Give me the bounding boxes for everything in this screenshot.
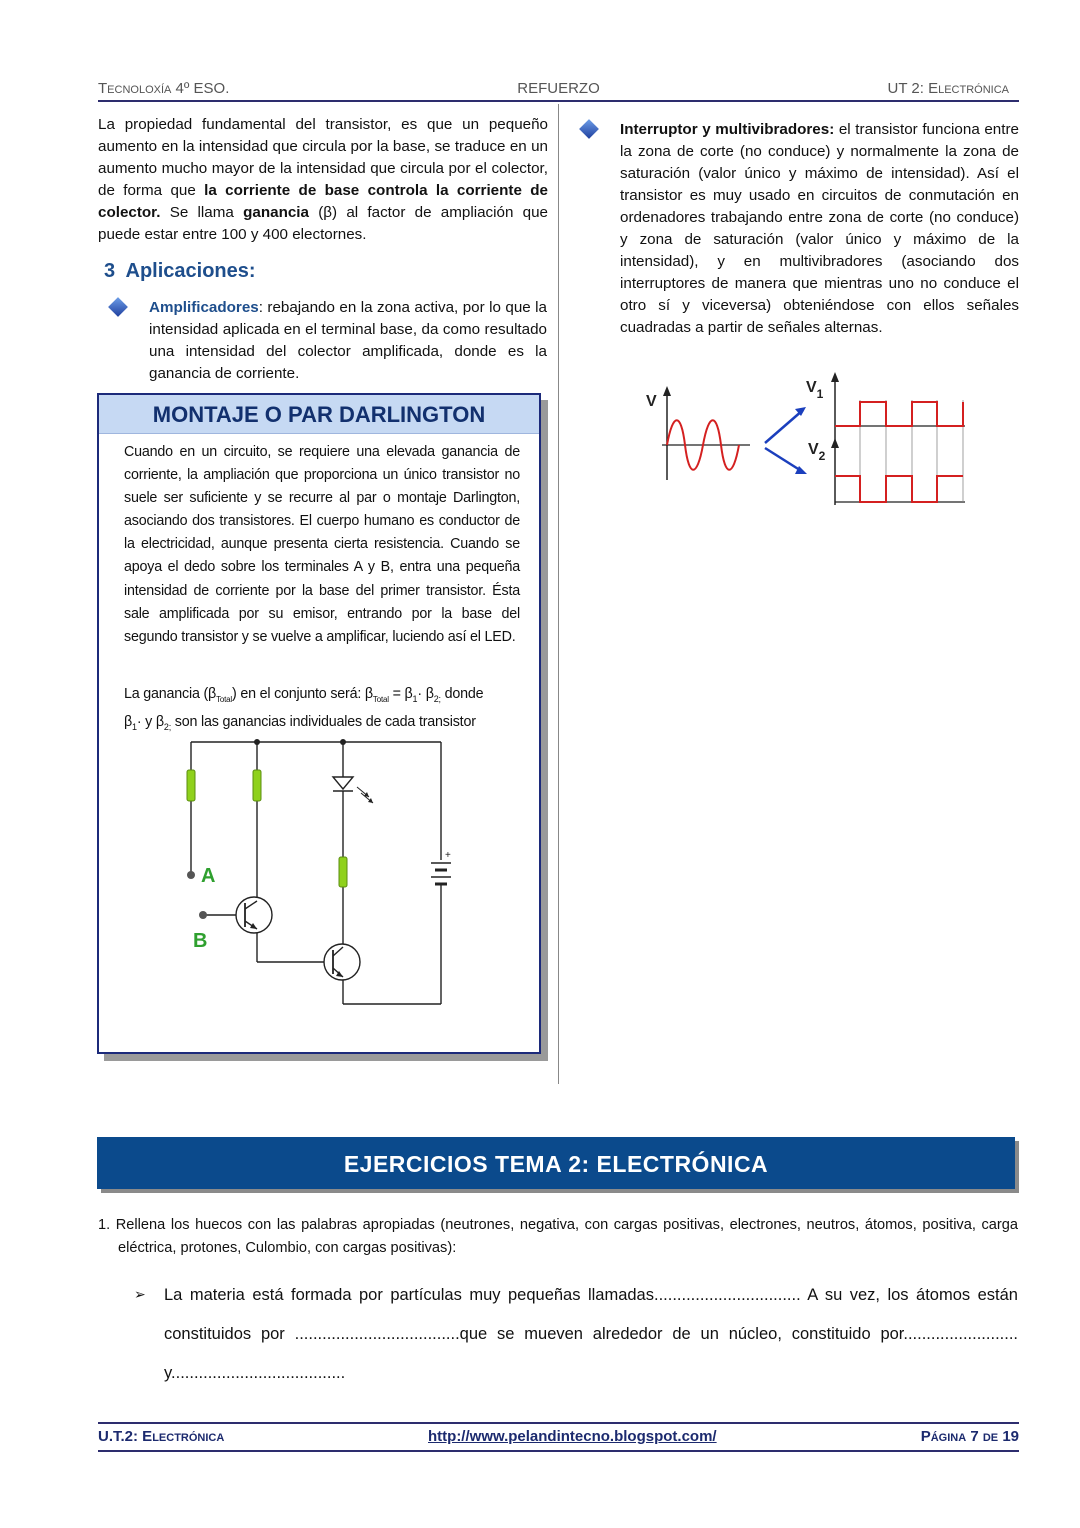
exercises-banner: EJERCICIOS TEMA 2: ELECTRÓNICA xyxy=(97,1137,1015,1189)
footer-left: U.T.2: ELECTRÓNICA xyxy=(98,1428,225,1445)
diamond-bullet-icon xyxy=(579,119,599,139)
terminal-b-label: B xyxy=(193,930,208,952)
terminal-a-label: A xyxy=(201,865,216,887)
header-left: TECNOLOXÍA 4º ESO. xyxy=(98,80,230,97)
question-1-sentence: La materia está formada por partículas muy pequeñas llamadas................................ A su vez, los átomos están constituidos por ....................................que se mueven alrededor de un núcleo, constituido por......................... y...................................... xyxy=(164,1286,1018,1382)
intro-paragraph: La propiedad fundamental del transistor, es que un pequeño aumento en la intensidad que circula por la base, se traduce en un aumento mucho mayor de la intensidad que circula por el colector, de forma que la corriente de base controla la corriente de colector. Se llama ganancia (β) al factor de ampliación que puede estar entre 100 y 400 electornes. xyxy=(98,116,549,243)
darlington-body: Cuando en un circuito, se requiere una elevada ganancia de corriente, la ampliación que proporciona un único transistor no suele ser suficiente y se recurre al par o montaje Darlington, asociando dos transistores. El cuerpo humano es conductor de la electricidad, aunque presenta cierta resistencia. Cuando se apoya el dedo sobre los terminales A y B, entra una pequeña intensidad de corriente por la base del primer transistor. Ésta sale amplificada por su emisor, entrando por la base del segundo transistor y se vuelve a amplificar, luciendo así el LED. xyxy=(124,444,520,645)
diamond-bullet-icon xyxy=(108,297,128,317)
section-heading: 3 Aplicaciones: xyxy=(104,260,256,282)
wave-v1-label: $V_1$ xyxy=(806,379,824,401)
amplifiers-paragraph: Amplificadores: rebajando en la zona activa, por lo que la intensidad aplicada en el terminal base, da como resultado una intensidad del colector amplificada, donde es la ganancia de corriente. xyxy=(149,299,547,382)
footer-page-number: PÁGINA 7 DE 19 xyxy=(920,1428,1019,1445)
header-right: UT 2: ELECTRÓNICA xyxy=(887,80,1009,97)
arrow-bullet-icon: ➢ xyxy=(134,1286,146,1302)
svg-text:+: + xyxy=(445,850,451,861)
darlington-box xyxy=(97,393,541,1054)
footer-url-link[interactable]: http://www.pelandintecno.blogspot.com/ xyxy=(428,1428,717,1445)
darlington-gain: La ganancia $(\beta_{Total})$ en el conjunto será: $\beta_{Total} = \beta_1\cdot \beta_{2;}$ donde $\beta_1\cdot y$ $\beta_{2;}$ son las ganancias individuales de cada transistor xyxy=(124,686,484,732)
header-center: REFUERZO xyxy=(517,80,600,97)
waveform-diagram xyxy=(640,370,980,510)
page-header xyxy=(98,78,1019,102)
column-divider xyxy=(558,104,559,1084)
switches-paragraph: Interruptor y multivibradores: el transistor funciona entre la zona de corte (no conduce) y normalmente la zona de saturación (valor único y máximo de intensidad). Así el transistor es muy usado en circuitos de conmutación en ordenadores trabajando entre zona de corte (no conduce) y zona de saturación (valor único y máximo de la intensidad), y en multivibradores (asociando dos interruptores de manera que mientras uno no conduce el otro sí y viceversa) obteniéndose con ellos señales cuadradas a partir de señales alternas. xyxy=(620,121,1019,336)
page-footer xyxy=(98,1422,1019,1452)
question-1: 1. Rellena los huecos con las palabras apropiadas (neutrones, negativa, con cargas positivas, electrones, neutros, átomos, positiva, carga eléctrica, protones, Culombio, con cargas positivas): xyxy=(98,1217,1018,1256)
wave-v-label: V xyxy=(646,393,657,410)
darlington-circuit-diagram xyxy=(99,725,539,1015)
wave-v2-label: $V_2$ xyxy=(808,441,826,463)
darlington-title: MONTAJE O PAR DARLINGTON xyxy=(99,395,539,434)
